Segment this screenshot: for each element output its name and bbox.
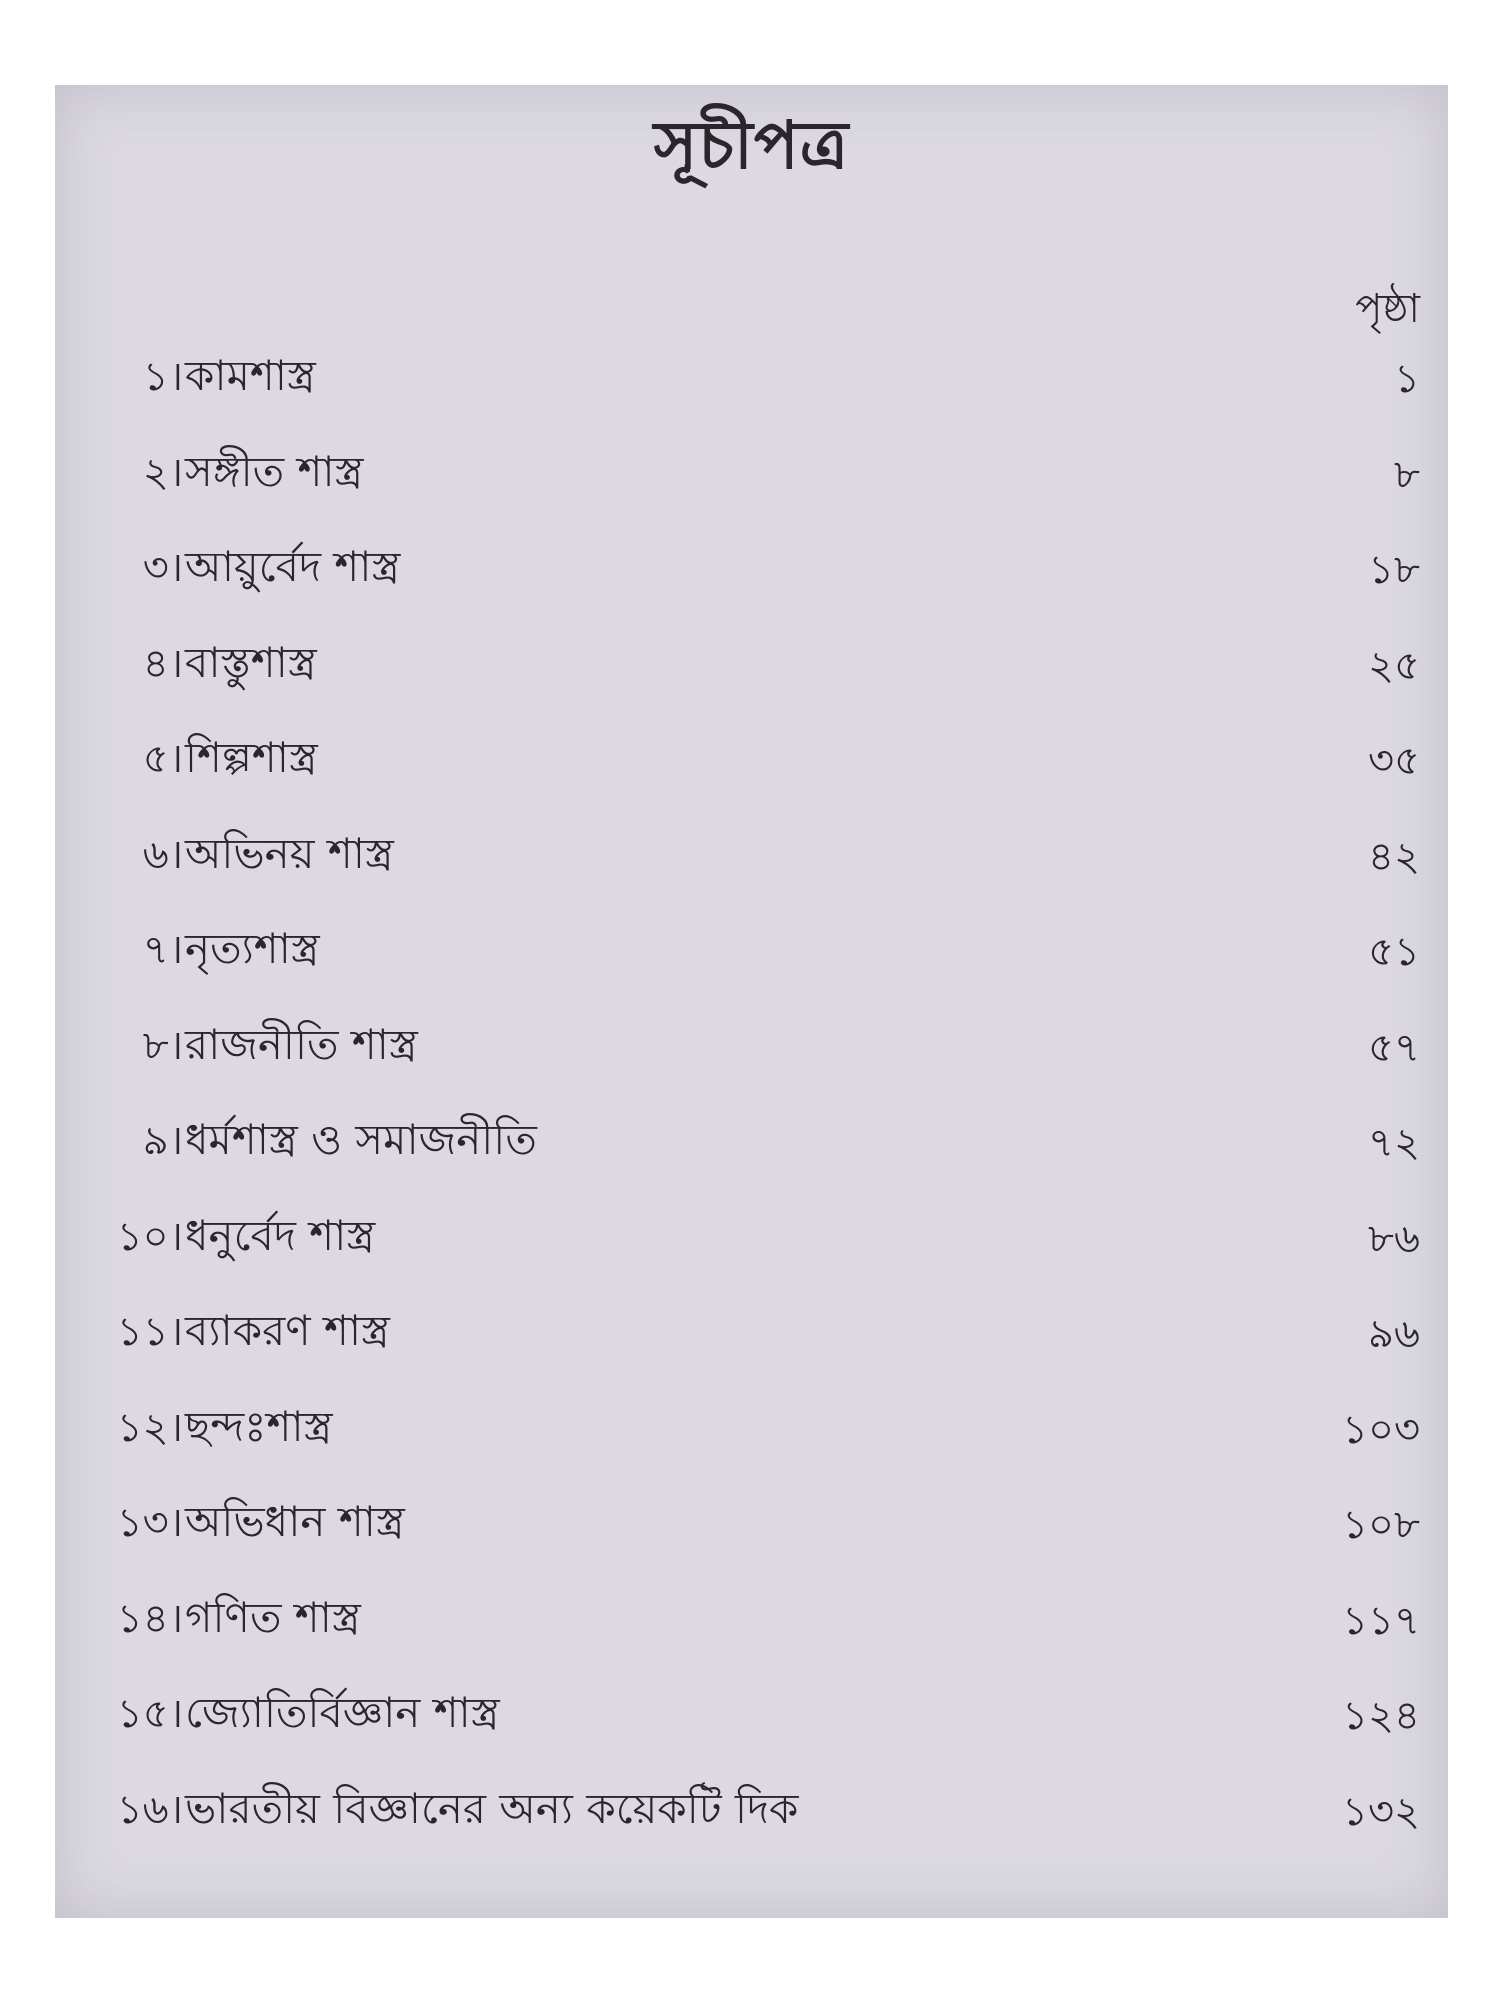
toc-entry-number: ১৫। — [116, 1691, 183, 1737]
toc-entry-number: ২। — [142, 449, 183, 496]
toc-entry — [55, 1288, 1448, 1384]
toc-entry-title: ছন্দঃশাস্ত্র — [185, 1401, 333, 1451]
table-of-contents — [55, 333, 1448, 1861]
toc-entry — [55, 1766, 1448, 1862]
toc-entry-title: ভারতীয় বিজ্ঞানের অন্য কয়েকটি দিক — [185, 1783, 799, 1833]
toc-entry-page: ১৩২ — [1342, 1788, 1420, 1835]
toc-entry — [55, 1193, 1448, 1289]
toc-entry — [55, 620, 1448, 716]
page-title: সূচীপত্র — [653, 106, 850, 184]
toc-entry-title: নৃত্যশাস্ত্র — [185, 924, 320, 973]
toc-entry — [55, 715, 1448, 811]
toc-entry-page: ৮৬ — [1368, 1215, 1420, 1262]
toc-entry-page: ৫১ — [1368, 929, 1420, 975]
toc-entry-page: ১৮ — [1368, 547, 1420, 593]
toc-entry-page: ৯৬ — [1368, 1311, 1420, 1357]
toc-entry-title: ধর্মশাস্ত্র ও সমাজনীতি — [185, 1115, 537, 1164]
toc-entry-number: ৩। — [142, 545, 183, 591]
toc-entry-number: ৮। — [142, 1022, 183, 1069]
toc-entry-title: গণিত শাস্ত্র — [185, 1592, 361, 1642]
toc-entry-page: ৩৫ — [1368, 738, 1420, 784]
toc-entry-number: ১১। — [116, 1309, 183, 1355]
toc-entry-number: ১। — [142, 354, 183, 400]
toc-entry-number: ৭। — [142, 927, 183, 973]
toc-entry-number: ৫। — [142, 736, 183, 782]
toc-entry-number: ১২। — [116, 1404, 183, 1451]
page-column-header: পৃষ্ঠা — [1355, 286, 1420, 332]
toc-entry-title: সঙ্গীত শাস্ত্র — [185, 446, 364, 496]
toc-entry-page: ১ — [1394, 356, 1420, 402]
toc-entry — [55, 524, 1448, 620]
toc-entry-number: ১৬। — [116, 1786, 183, 1833]
toc-entry-title: আয়ুর্বেদ শাস্ত্র — [185, 542, 401, 591]
toc-entry-page: ২৫ — [1368, 642, 1420, 689]
toc-entry-number: ১৪। — [116, 1595, 183, 1642]
toc-entry-title: শিল্পশাস্ত্র — [185, 733, 318, 782]
toc-entry-number: ১০। — [116, 1213, 183, 1260]
toc-entry — [55, 1479, 1448, 1575]
toc-entry-number: ৬। — [142, 831, 183, 878]
toc-entry-number: ৯। — [142, 1118, 183, 1164]
toc-entry-page: ৮ — [1394, 451, 1420, 498]
toc-entry — [55, 1097, 1448, 1193]
document-page — [55, 85, 1448, 1918]
toc-entry-title: ধনুর্বেদ শাস্ত্র — [185, 1210, 376, 1260]
toc-entry-title: জ্যোতির্বিজ্ঞান শাস্ত্র — [185, 1688, 500, 1737]
toc-entry-page: ১০৩ — [1342, 1406, 1420, 1453]
toc-entry-title: অভিনয় শাস্ত্র — [185, 828, 394, 878]
toc-entry — [55, 1384, 1448, 1480]
toc-entry-page: ৫৭ — [1368, 1024, 1420, 1071]
toc-entry-title: রাজনীতি শাস্ত্র — [185, 1019, 418, 1069]
toc-entry — [55, 906, 1448, 1002]
toc-entry-page: ১১৭ — [1342, 1597, 1420, 1644]
toc-entry-title: কামশাস্ত্র — [185, 351, 316, 400]
toc-entry-page: ৭২ — [1367, 1120, 1420, 1166]
toc-entry-number: ১৩। — [116, 1500, 183, 1546]
toc-entry-page: ১০৮ — [1342, 1502, 1420, 1548]
toc-entry-page: ৪২ — [1368, 833, 1420, 880]
toc-entry-title: অভিধান শাস্ত্র — [185, 1497, 405, 1546]
toc-entry — [55, 333, 1448, 429]
toc-entry — [55, 429, 1448, 525]
toc-entry — [55, 1670, 1448, 1766]
toc-entry — [55, 1575, 1448, 1671]
toc-entry-page: ১২৪ — [1342, 1693, 1420, 1739]
toc-entry-title: ব্যাকরণ শাস্ত্র — [185, 1306, 390, 1355]
toc-entry-title: বাস্তুশাস্ত্র — [185, 637, 317, 687]
toc-entry-number: ৪। — [142, 640, 183, 687]
toc-entry — [55, 811, 1448, 907]
toc-entry — [55, 1002, 1448, 1098]
